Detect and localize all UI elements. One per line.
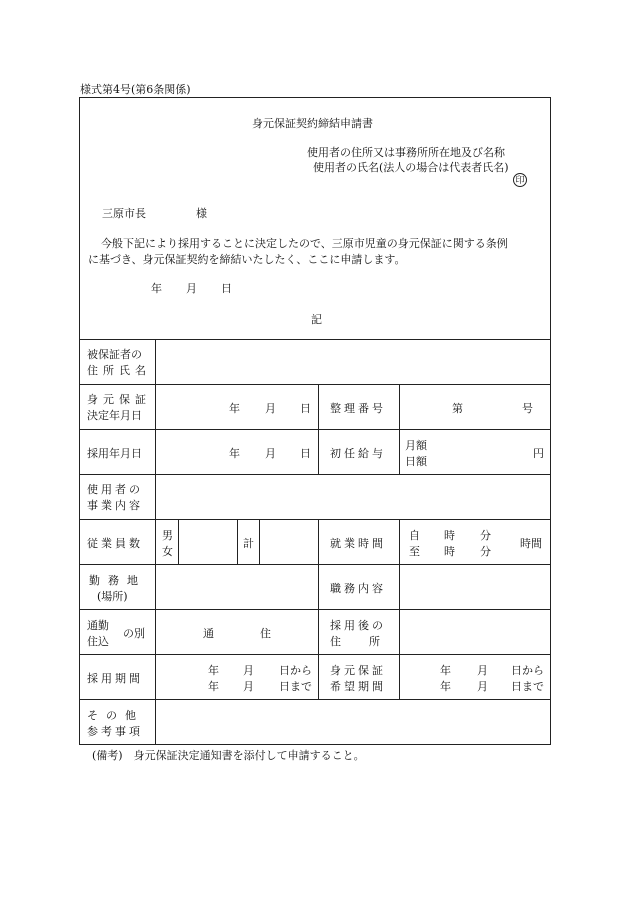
table-line — [318, 519, 319, 699]
commute-option-2: 住 — [260, 627, 271, 640]
label-guaranteed-person-2: 住所氏名 — [87, 364, 151, 377]
table-line — [399, 384, 400, 429]
table-line — [79, 699, 551, 700]
label-business-1: 使用者の — [87, 483, 143, 496]
hours-to-minute: 分 — [480, 545, 491, 558]
body-text-line1: 今般下記により採用することに決定したので、三原市児童の身元保証に関する条例 — [101, 237, 508, 250]
label-business-2: 事業内容 — [87, 499, 143, 512]
table-line — [155, 339, 156, 745]
hire-period-from-year: 年 — [208, 664, 219, 677]
hire-period-to-month: 月 — [243, 680, 254, 693]
desired-to-day: 日まで — [511, 680, 544, 693]
reference-no-suffix: 号 — [522, 402, 533, 415]
seal-mark: 印 — [513, 173, 527, 187]
label-workplace-1: 勤務地 — [89, 574, 146, 587]
label-starting-salary: 初任給与 — [330, 447, 386, 460]
desired-to-month: 月 — [477, 680, 488, 693]
salary-daily: 日額 — [405, 455, 427, 468]
employees-male: 男 — [162, 529, 173, 542]
label-after-address-2: 住所 — [330, 635, 408, 648]
table-line — [399, 429, 400, 474]
hire-period-from-month: 月 — [243, 664, 254, 677]
table-line — [79, 654, 551, 655]
desired-from-year: 年 — [440, 664, 451, 677]
table-line — [259, 519, 260, 564]
hire-year: 年 — [229, 447, 240, 460]
label-after-address-1: 採用後の — [330, 619, 386, 632]
label-commute-suffix: の別 — [123, 627, 145, 640]
label-decision-date-1: 身元保証 — [87, 393, 151, 406]
hire-day: 日 — [300, 447, 311, 460]
hire-period-to-year: 年 — [208, 680, 219, 693]
employees-female: 女 — [162, 545, 173, 558]
label-duties: 職務内容 — [330, 582, 386, 595]
table-line — [79, 384, 551, 385]
hire-period-to-day: 日まで — [279, 680, 312, 693]
ki-marker: 記 — [311, 313, 322, 326]
label-hire-period: 採用期間 — [87, 672, 143, 685]
label-decision-date-2: 決定年月日 — [87, 409, 142, 422]
hire-month: 月 — [265, 447, 276, 460]
addressee-honorific: 様 — [196, 207, 207, 220]
table-line — [79, 519, 551, 520]
hours-from-hour: 時 — [444, 529, 455, 542]
table-line — [178, 519, 179, 564]
addressee-name: 三原市長 — [102, 207, 146, 220]
date-month: 月 — [186, 282, 197, 295]
decision-year: 年 — [229, 402, 240, 415]
label-desired-period-2: 希望期間 — [330, 680, 386, 693]
label-working-hours: 就業時間 — [330, 537, 386, 550]
date-year: 年 — [151, 282, 162, 295]
label-employees: 従業員数 — [87, 537, 143, 550]
hours-to-hour: 時 — [444, 545, 455, 558]
hours-from: 自 — [409, 529, 420, 542]
table-line — [79, 564, 551, 565]
reference-no-prefix: 第 — [452, 402, 463, 415]
label-commute-2: 住込 — [87, 635, 109, 648]
label-guaranteed-person-1: 被保証者の — [87, 348, 142, 361]
label-hire-date: 採用年月日 — [87, 447, 142, 460]
hours-from-minute: 分 — [480, 529, 491, 542]
decision-month: 月 — [265, 402, 276, 415]
body-text-line2: に基づき、身元保証契約を締結いたしたく、ここに申請します。 — [88, 253, 406, 266]
desired-from-day: 日から — [511, 664, 544, 677]
label-desired-period-1: 身元保証 — [330, 664, 386, 677]
hours-unit: 時間 — [520, 537, 542, 550]
hire-period-from-day: 日から — [279, 664, 312, 677]
table-line — [318, 384, 319, 429]
label-other-2: 参考事項 — [87, 725, 143, 738]
hours-to: 至 — [409, 545, 420, 558]
desired-from-month: 月 — [477, 664, 488, 677]
salary-monthly: 月額 — [405, 439, 427, 452]
applicant-name-label: 使用者の氏名(法人の場合は代表者氏名) — [313, 161, 509, 174]
remarks-note: (備考) 身元保証決定通知書を添付して申請すること。 — [92, 749, 365, 762]
table-line — [79, 339, 551, 340]
label-workplace-2: (場所) — [97, 590, 128, 603]
form-frame — [79, 97, 551, 745]
desired-to-year: 年 — [440, 680, 451, 693]
form-title: 身元保証契約締結申請書 — [252, 117, 373, 130]
table-line — [318, 429, 319, 474]
table-line — [79, 609, 551, 610]
table-line — [79, 429, 551, 430]
applicant-address-label: 使用者の住所又は事務所所在地及び名称 — [307, 146, 505, 159]
label-other-1: その他 — [87, 709, 144, 722]
commute-option-1: 通 — [203, 627, 214, 640]
salary-yen: 円 — [533, 447, 544, 460]
label-reference-no: 整理番号 — [330, 402, 386, 415]
employees-total: 計 — [243, 537, 254, 550]
label-commute-1: 通勤 — [87, 619, 109, 632]
date-day: 日 — [221, 282, 232, 295]
table-line — [237, 519, 238, 564]
form-number: 様式第4号(第6条関係) — [80, 83, 191, 96]
decision-day: 日 — [300, 402, 311, 415]
table-line — [79, 474, 551, 475]
table-line — [399, 519, 400, 699]
